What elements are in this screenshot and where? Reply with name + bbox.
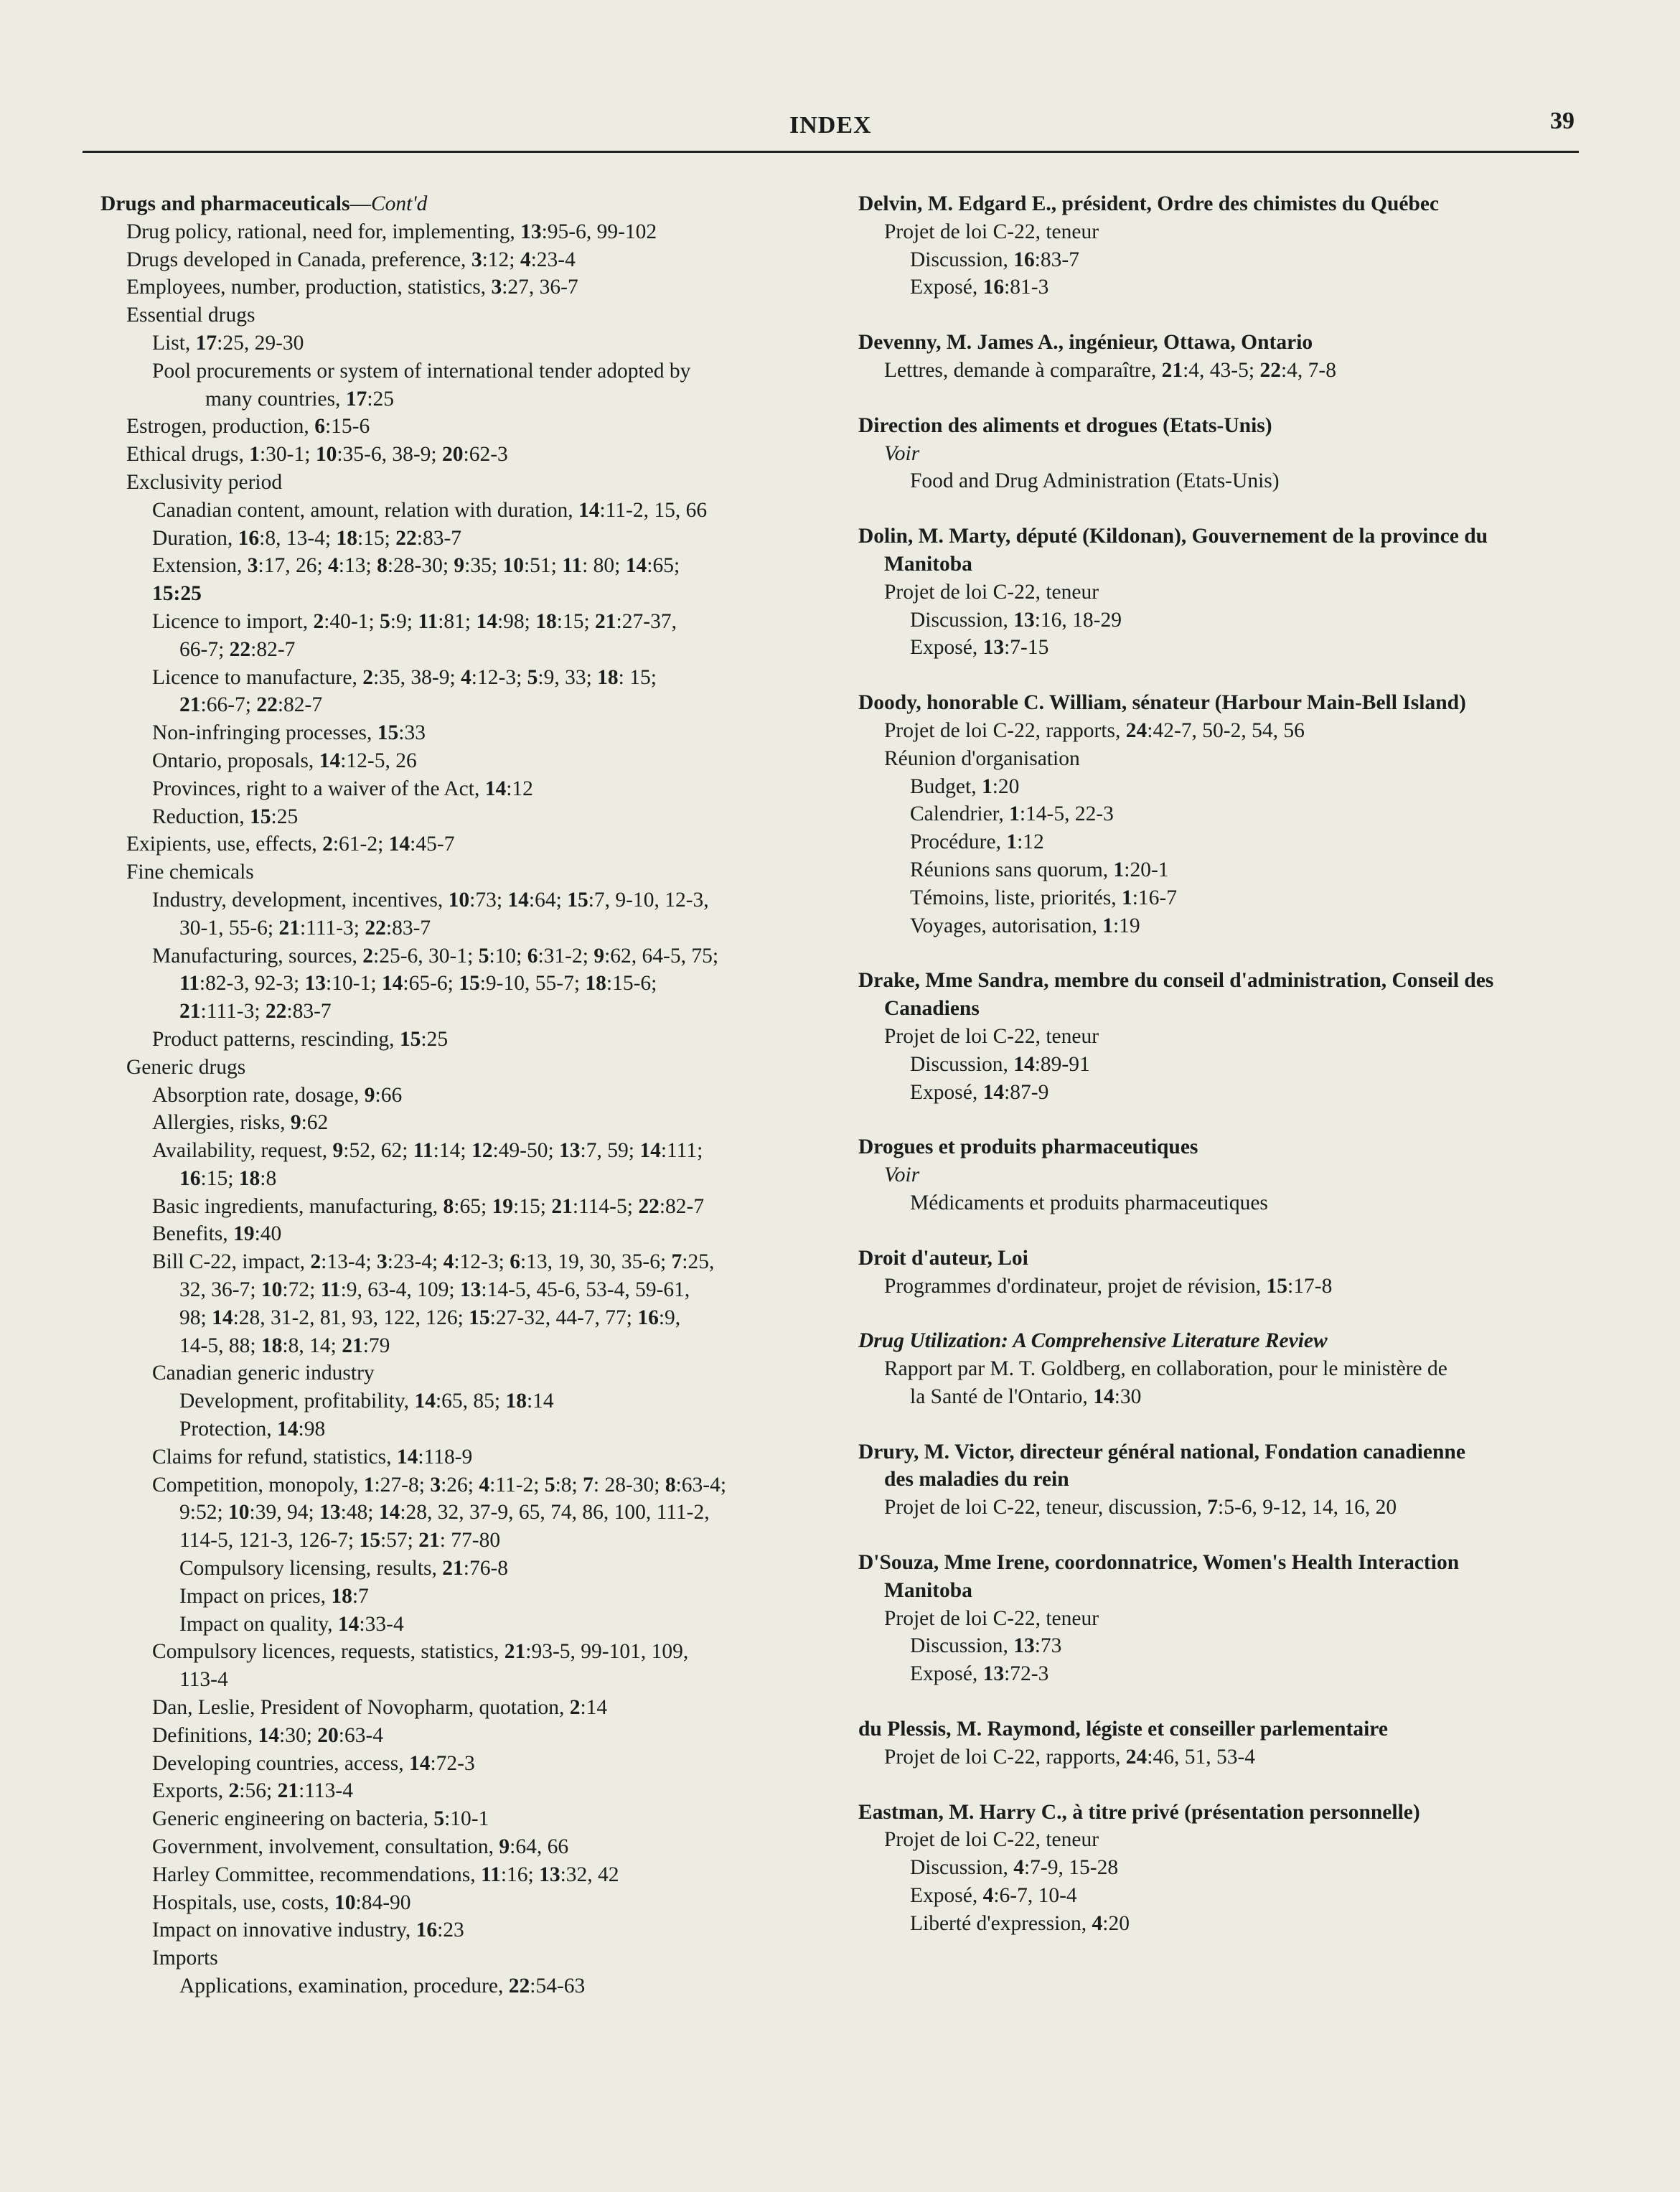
index-subentry: Generic drugs xyxy=(126,1055,246,1079)
index-subentry: Imports xyxy=(152,1947,218,1970)
index-subentry: Drugs developed in Canada, preference, 3:12; 4:23-4 xyxy=(126,248,576,271)
index-subentry: Licence to import, 2:40-1; 5:9; 11:81; 14:98; 18:15; 21:27-37, xyxy=(152,609,677,633)
index-subentry: Exposé, 4:6-7, 10-4 xyxy=(910,1884,1077,1908)
index-subentry: Definitions, 14:30; 20:63-4 xyxy=(152,1723,384,1747)
entry-gap xyxy=(858,1522,1605,1549)
entry-gap xyxy=(858,1688,1605,1715)
index-subentry: Generic engineering on bacteria, 5:10-1 xyxy=(152,1807,489,1831)
index-subentry: Impact on prices, 18:7 xyxy=(179,1584,369,1608)
entry-gap xyxy=(858,1106,1605,1133)
index-subentry: Canadiens xyxy=(884,997,980,1021)
index-subentry: Exposé, 16:81-3 xyxy=(910,276,1049,299)
entry-gap xyxy=(858,662,1605,689)
index-subentry: Calendrier, 1:14-5, 22-3 xyxy=(910,802,1114,826)
left-index-column xyxy=(100,190,832,2000)
index-heading: Devenny, M. James A., ingénieur, Ottawa, Ontario xyxy=(858,331,1313,355)
index-heading: Drug Utilization: A Comprehensive Literature Review xyxy=(858,1329,1328,1353)
index-heading: Doody, honorable C. William, sénateur (Harbour Main-Bell Island) xyxy=(858,691,1466,715)
index-subentry: Projet de loi C-22, teneur xyxy=(884,1606,1099,1630)
index-subentry: 98; 14:28, 31-2, 81, 93, 122, 126; 15:27-32, 44-7, 77; 16:9, xyxy=(179,1306,681,1329)
index-subentry: Duration, 16:8, 13-4; 18:15; 22:83-7 xyxy=(152,526,462,550)
index-subentry: Applications, examination, procedure, 22:54-63 xyxy=(179,1975,586,1997)
entry-gap xyxy=(858,1411,1605,1438)
index-subentry: Discussion, 13:16, 18-29 xyxy=(910,608,1122,632)
entry-gap xyxy=(858,301,1605,329)
entry-gap xyxy=(858,1217,1605,1245)
index-subentry: 21:66-7; 22:82-7 xyxy=(179,693,323,717)
index-subentry: Discussion, 14:89-91 xyxy=(910,1052,1090,1076)
index-subentry: Dan, Leslie, President of Novopharm, quotation, 2:14 xyxy=(152,1696,608,1720)
index-subentry: Médicaments et produits pharmaceutiques xyxy=(910,1191,1268,1214)
index-subentry: many countries, 17:25 xyxy=(205,387,395,411)
index-subentry: Allergies, risks, 9:62 xyxy=(152,1111,329,1135)
index-subentry: Exports, 2:56; 21:113-4 xyxy=(152,1779,353,1803)
index-subentry: Absorption rate, dosage, 9:66 xyxy=(152,1083,403,1107)
index-subentry: Projet de loi C-22, teneur xyxy=(884,580,1099,604)
index-subentry: 30-1, 55-6; 21:111-3; 22:83-7 xyxy=(179,916,431,940)
index-subentry: Voir xyxy=(884,441,920,465)
index-subentry: Government, involvement, consultation, 9:64, 66 xyxy=(152,1835,569,1859)
index-subentry: Hospitals, use, costs, 10:84-90 xyxy=(152,1891,411,1914)
index-subentry: Pool procurements or system of international tender adopted by xyxy=(152,359,691,383)
entry-gap xyxy=(858,1300,1605,1327)
index-subentry: Exclusivity period xyxy=(126,470,283,494)
index-subentry: 14-5, 88; 18:8, 14; 21:79 xyxy=(179,1334,390,1357)
index-subentry: Impact on innovative industry, 16:23 xyxy=(152,1919,464,1942)
entry-gap xyxy=(858,385,1605,412)
entry-gap xyxy=(858,1771,1605,1799)
index-subentry: Projet de loi C-22, teneur xyxy=(884,220,1099,243)
index-subentry: Programmes d'ordinateur, projet de révision, 15:17-8 xyxy=(884,1274,1333,1298)
index-subentry: Canadian generic industry xyxy=(152,1362,375,1385)
index-subentry: Projet de loi C-22, teneur xyxy=(884,1024,1099,1048)
index-subentry: des maladies du rein xyxy=(884,1468,1069,1491)
index-subentry: Extension, 3:17, 26; 4:13; 8:28-30; 9:35; 10:51; 11: 80; 14:65; xyxy=(152,554,680,578)
index-subentry: Manitoba xyxy=(884,1578,972,1602)
index-subentry: Exposé, 13:7-15 xyxy=(910,636,1049,660)
index-subentry: Fine chemicals xyxy=(126,861,254,884)
header-rule xyxy=(83,151,1579,153)
index-subentry: 113-4 xyxy=(179,1668,228,1692)
index-subentry: Product patterns, rescinding, 15:25 xyxy=(152,1027,449,1051)
page-title: INDEX xyxy=(789,112,872,139)
index-subentry: Exposé, 13:72-3 xyxy=(910,1662,1049,1686)
index-subentry: Estrogen, production, 6:15-6 xyxy=(126,415,370,439)
right-index-column xyxy=(858,190,1605,1938)
index-subentry: Non-infringing processes, 15:33 xyxy=(152,721,426,745)
index-subentry: Projet de loi C-22, teneur xyxy=(884,1828,1099,1852)
index-subentry: Compulsory licensing, results, 21:76-8 xyxy=(179,1557,509,1580)
index-subentry: Ethical drugs, 1:30-1; 10:35-6, 38-9; 20:62-3 xyxy=(126,443,508,467)
index-heading: Eastman, M. Harry C., à titre privé (présentation personnelle) xyxy=(858,1800,1420,1824)
index-subentry: 9:52; 10:39, 94; 13:48; 14:28, 32, 37-9, 65, 74, 86, 100, 111-2, xyxy=(179,1501,710,1524)
index-subentry: Harley Committee, recommendations, 11:16; 13:32, 42 xyxy=(152,1863,619,1886)
index-subentry: Exposé, 14:87-9 xyxy=(910,1080,1049,1104)
index-heading: Direction des aliments et drogues (Etats-Unis) xyxy=(858,413,1272,437)
index-subentry: Discussion, 16:83-7 xyxy=(910,248,1080,271)
index-heading: Drake, Mme Sandra, membre du conseil d'administration, Conseil des xyxy=(858,969,1494,993)
index-subentry: Impact on quality, 14:33-4 xyxy=(179,1612,404,1636)
index-subentry: 32, 36-7; 10:72; 11:9, 63-4, 109; 13:14-5, 45-6, 53-4, 59-61, xyxy=(179,1278,690,1302)
index-subentry: Liberté d'expression, 4:20 xyxy=(910,1911,1130,1935)
index-subentry: Development, profitability, 14:65, 85; 18:14 xyxy=(179,1390,554,1413)
index-subentry: List, 17:25, 29-30 xyxy=(152,331,304,355)
index-subentry: Manufacturing, sources, 2:25-6, 30-1; 5:10; 6:31-2; 9:62, 64-5, 75; xyxy=(152,944,719,968)
index-subentry: Manitoba xyxy=(884,552,972,576)
index-subentry: Drug policy, rational, need for, implementing, 13:95-6, 99-102 xyxy=(126,220,657,243)
index-heading: Delvin, M. Edgard E., président, Ordre des chimistes du Québec xyxy=(858,192,1440,215)
index-subentry: Benefits, 19:40 xyxy=(152,1222,282,1246)
index-heading: Droit d'auteur, Loi xyxy=(858,1246,1028,1270)
index-subentry: Ontario, proposals, 14:12-5, 26 xyxy=(152,749,417,772)
entry-gap xyxy=(858,940,1605,967)
index-subentry: Licence to manufacture, 2:35, 38-9; 4:12-3; 5:9, 33; 18: 15; xyxy=(152,665,657,689)
entry-gap xyxy=(858,495,1605,523)
index-subentry: Availability, request, 9:52, 62; 11:14; 12:49-50; 13:7, 59; 14:111; xyxy=(152,1139,703,1163)
index-subentry: 15:25 xyxy=(152,582,202,606)
index-subentry: Budget, 1:20 xyxy=(910,774,1020,798)
index-subentry: Voyages, autorisation, 1:19 xyxy=(910,914,1140,937)
index-subentry: Projet de loi C-22, rapports, 24:42-7, 50-2, 54, 56 xyxy=(884,718,1305,742)
index-heading: Drury, M. Victor, directeur général national, Fondation canadienne xyxy=(858,1440,1465,1463)
index-subentry: Discussion, 4:7-9, 15-28 xyxy=(910,1856,1119,1880)
index-subentry: 21:111-3; 22:83-7 xyxy=(179,1000,332,1024)
index-subentry: la Santé de l'Ontario, 14:30 xyxy=(910,1385,1142,1408)
index-subentry: Compulsory licences, requests, statistics, 21:93-5, 99-101, 109, xyxy=(152,1640,689,1664)
index-subentry: Protection, 14:98 xyxy=(179,1418,326,1441)
index-heading: D'Souza, Mme Irene, coordonnatrice, Women's Health Interaction xyxy=(858,1551,1460,1575)
index-subentry: Projet de loi C-22, teneur, discussion, 7:5-6, 9-12, 14, 16, 20 xyxy=(884,1496,1397,1519)
index-subentry: Lettres, demande à comparaître, 21:4, 43-5; 22:4, 7-8 xyxy=(884,358,1336,382)
index-subentry: Basic ingredients, manufacturing, 8:65; 19:15; 21:114-5; 22:82-7 xyxy=(152,1194,705,1218)
index-subentry: 66-7; 22:82-7 xyxy=(179,637,296,661)
index-subentry: Provinces, right to a waiver of the Act, 14:12 xyxy=(152,777,533,800)
index-subentry: Procédure, 1:12 xyxy=(910,830,1044,854)
index-subentry: 11:82-3, 92-3; 13:10-1; 14:65-6; 15:9-10, 55-7; 18:15-6; xyxy=(179,972,657,996)
index-heading: du Plessis, M. Raymond, légiste et conseiller parlementaire xyxy=(858,1718,1388,1741)
index-subentry: Reduction, 15:25 xyxy=(152,805,299,828)
index-subentry: Voir xyxy=(884,1163,920,1187)
index-subentry: 114-5, 121-3, 126-7; 15:57; 21: 77-80 xyxy=(179,1529,501,1552)
index-heading: Drugs and pharmaceuticals—Cont'd xyxy=(100,192,428,215)
index-subentry: 16:15; 18:8 xyxy=(179,1166,277,1190)
index-subentry: Discussion, 13:73 xyxy=(910,1634,1062,1658)
index-subentry: Employees, number, production, statistics, 3:27, 36-7 xyxy=(126,276,578,299)
index-subentry: Competition, monopoly, 1:27-8; 3:26; 4:11-2; 5:8; 7: 28-30; 8:63-4; xyxy=(152,1473,727,1497)
index-subentry: Food and Drug Administration (Etats-Unis) xyxy=(910,469,1280,493)
index-subentry: Rapport par M. T. Goldberg, en collaboration, pour le ministère de xyxy=(884,1357,1447,1381)
index-subentry: Exipients, use, effects, 2:61-2; 14:45-7 xyxy=(126,833,455,856)
index-subentry: Developing countries, access, 14:72-3 xyxy=(152,1751,475,1775)
index-subentry: Claims for refund, statistics, 14:118-9 xyxy=(152,1445,473,1469)
index-subentry: Réunions sans quorum, 1:20-1 xyxy=(910,858,1169,881)
index-heading: Drogues et produits pharmaceutiques xyxy=(858,1135,1198,1159)
index-subentry: Réunion d'organisation xyxy=(884,746,1080,770)
index-heading: Dolin, M. Marty, député (Kildonan), Gouvernement de la province du xyxy=(858,525,1488,548)
index-subentry: Essential drugs xyxy=(126,304,255,327)
index-subentry: Canadian content, amount, relation with duration, 14:11-2, 15, 66 xyxy=(152,498,708,522)
index-subentry: Bill C-22, impact, 2:13-4; 3:23-4; 4:12-3; 6:13, 19, 30, 35-6; 7:25, xyxy=(152,1250,715,1274)
index-subentry: Témoins, liste, priorités, 1:16-7 xyxy=(910,886,1177,909)
index-subentry: Industry, development, incentives, 10:73; 14:64; 15:7, 9-10, 12-3, xyxy=(152,888,709,912)
index-subentry: Projet de loi C-22, rapports, 24:46, 51, 53-4 xyxy=(884,1745,1256,1769)
page-number: 39 xyxy=(1550,108,1575,134)
